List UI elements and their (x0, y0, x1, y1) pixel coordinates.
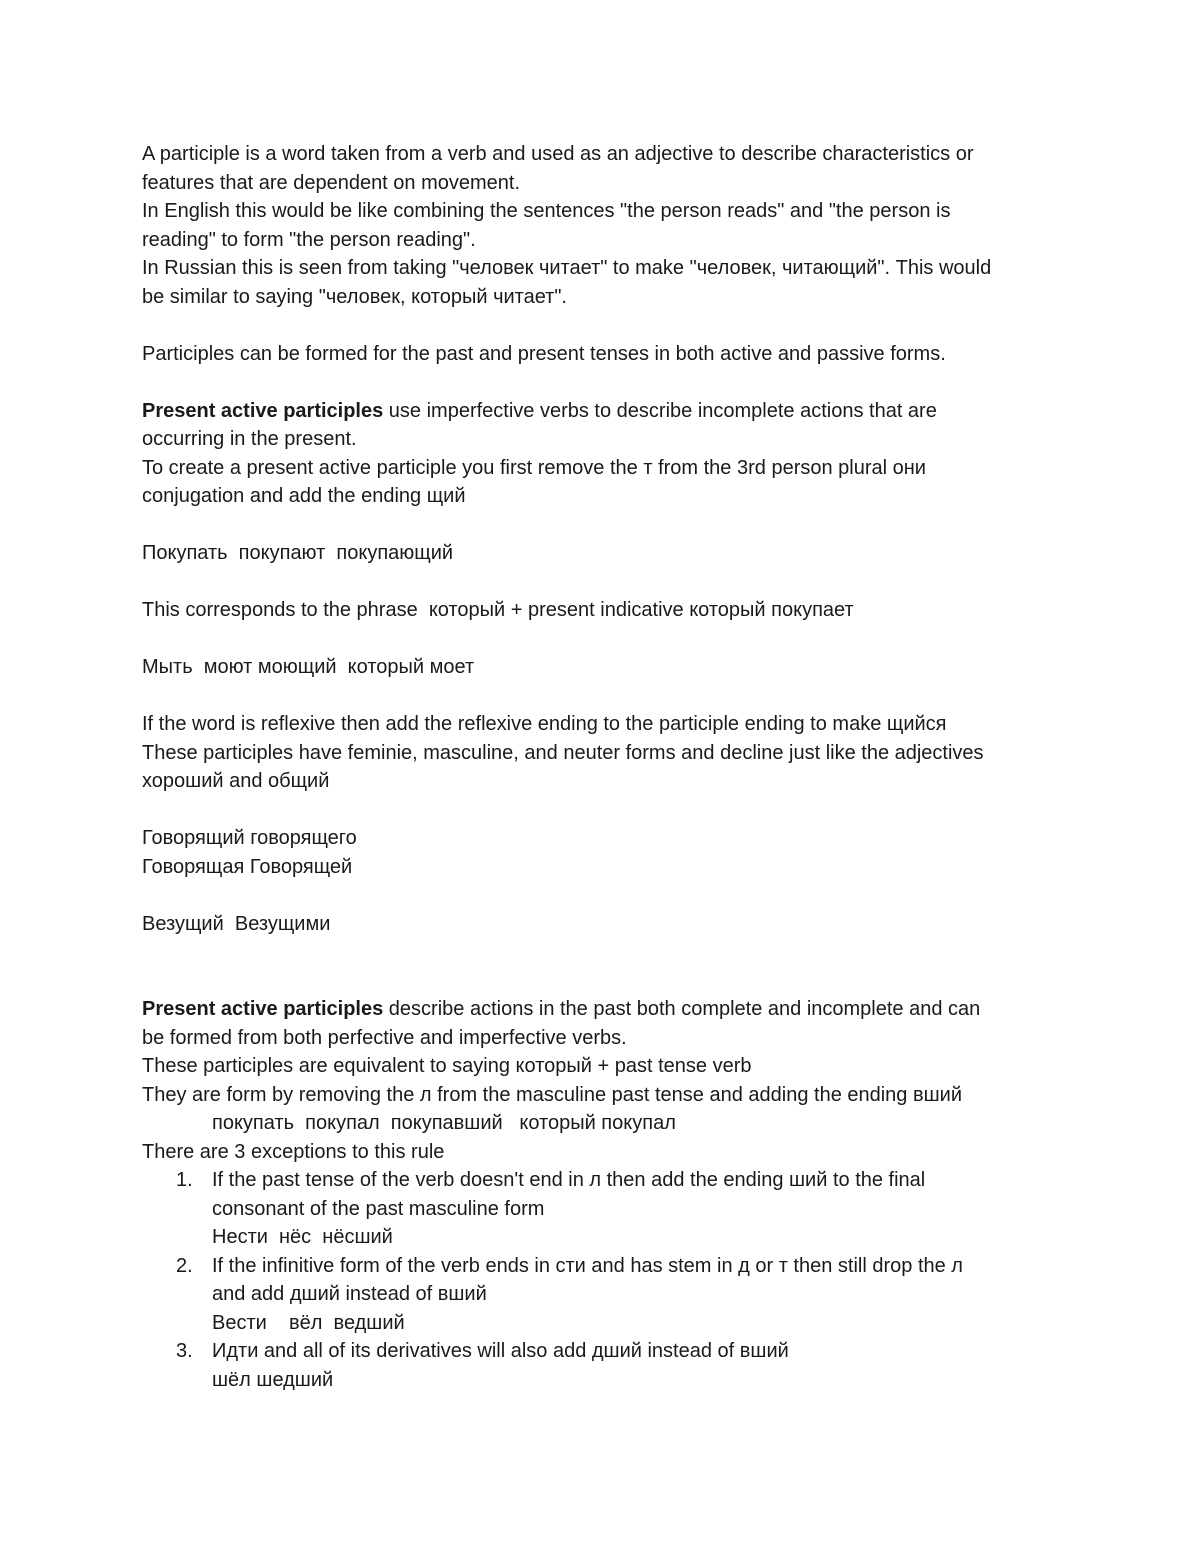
present-section-intro (142, 397, 1062, 426)
list-item (142, 1166, 1062, 1252)
section-text: conjugation and add the ending щий (142, 485, 466, 507)
exceptions-list (142, 1166, 1062, 1394)
section-text: These participles have feminie, masculine, and neuter forms and decline just like the adjectives (142, 741, 984, 764)
example-line: покупать покупал покупавший который покупал (212, 1112, 676, 1134)
intro-summary: Participles can be formed for the past and present tenses in both active and passive forms. (142, 342, 946, 365)
intro-text: be similar to saying "человек, который читает". (142, 285, 567, 308)
list-item-example: шёл шедший (212, 1368, 334, 1391)
section-text: be formed from both perfective and imperfective verbs. (142, 1026, 627, 1049)
document-body (142, 140, 1062, 1394)
example-line: Мыть моют моющий который моет (142, 656, 475, 678)
list-item-text: If the past tense of the verb doesn't end in л then add the ending ший to the final (212, 1169, 926, 1191)
past-section-intro (142, 995, 1062, 1024)
list-item (142, 1252, 1062, 1338)
list-item-text: If the infinitive form of the verb ends in сти and has stem in д or т then still drop the л (212, 1254, 963, 1277)
list-item (142, 1337, 1062, 1394)
section-heading: Present active participles (142, 399, 384, 422)
section-text: use imperfective verbs to describe incomplete actions that are (383, 399, 937, 422)
section-text: occurring in the present. (142, 428, 357, 450)
list-item-example: Нести нёс нёсший (212, 1226, 393, 1248)
list-item-text: Идти and all of its derivatives will also add дший instead of вший (212, 1340, 789, 1362)
declension-example: Говорящий говорящего (142, 827, 357, 849)
exceptions-intro: There are 3 exceptions to this rule (142, 1140, 445, 1163)
list-number: 2. (176, 1254, 193, 1277)
section-text: If the word is reflexive then add the reflexive ending to the participle ending to make щийся (142, 713, 947, 735)
list-item-text: consonant of the past masculine form (212, 1197, 545, 1220)
intro-text: reading" to form "the person reading". (142, 228, 476, 251)
list-item-example: Вести вёл ведший (212, 1311, 405, 1334)
declension-example: Везущий Везущими (142, 912, 331, 935)
list-number: 1. (176, 1169, 193, 1191)
declension-example: Говорящая Говорящей (142, 855, 353, 878)
section-text: They are form by removing the л from the masculine past tense and adding the ending вший (142, 1083, 962, 1106)
section-heading: Present active participles (142, 998, 384, 1020)
intro-text: In English this would be like combining the sentences "the person reads" and "the person is (142, 200, 951, 222)
intro-text: In Russian this is seen from taking "человек читает" to make "человек, читающий". This would (142, 257, 992, 279)
section-text: This corresponds to the phrase который + present indicative который покупает (142, 599, 854, 621)
intro-text: features that are dependent on movement. (142, 171, 521, 194)
example-line: Покупать покупают покупающий (142, 542, 454, 564)
section-text: To create a present active participle you first remove the т from the 3rd person plural они (142, 456, 926, 479)
section-text: хороший and общий (142, 770, 330, 792)
section-text: These participles are equivalent to saying который + past tense verb (142, 1055, 752, 1077)
intro-text: A participle is a word taken from a verb and used as an adjective to describe characteristics or (142, 143, 974, 165)
list-number: 3. (176, 1340, 193, 1362)
section-text: describe actions in the past both complete and incomplete and can (383, 998, 981, 1020)
list-item-text: and add дший instead of вший (212, 1283, 487, 1305)
